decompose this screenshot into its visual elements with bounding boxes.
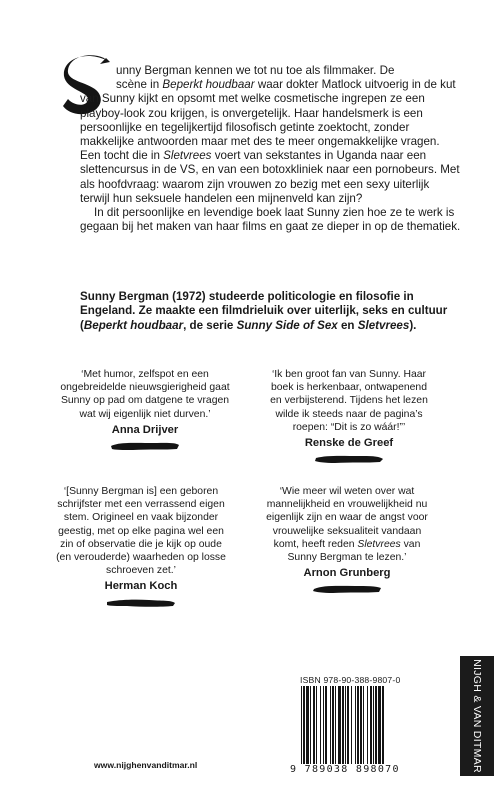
isbn-barcode bbox=[300, 686, 412, 764]
quote-author: Herman Koch bbox=[104, 580, 178, 593]
review-quote bbox=[56, 485, 226, 608]
publisher-logo bbox=[460, 656, 494, 776]
brush-stroke-divider bbox=[105, 598, 177, 608]
quote-author: Arnon Grunberg bbox=[303, 567, 391, 580]
publisher-name: NIJGH & VAN DITMAR bbox=[471, 659, 483, 773]
film-title: Sletvrees bbox=[163, 149, 212, 163]
quote-text: ‘Met humor, zelfspot en een ongebreidelde nieuwsgierigheid gaat Sunny op pad om datgene te vragen wat wij eigenlijk niet durven.’ bbox=[60, 369, 230, 420]
blurb-paragraph-2: In dit persoonlijke en levendige boek laat Sunny zien hoe ze te werk is gegaan bij het maken van haar films en gaat ze dieper in op de thematiek. bbox=[80, 206, 461, 234]
review-quote bbox=[60, 368, 230, 451]
film-title: Beperkt houdbaar bbox=[162, 78, 255, 92]
quote-author: Anna Drijver bbox=[111, 423, 179, 436]
blurb bbox=[80, 64, 462, 234]
quote-text: ‘Wie meer wil weten over wat mannelijkheid en vrouwelijkheid nu eigenlijk zijn en waar de angst voor vrouwelijke seksualiteit vandaan komt, heeft reden Sletvrees van Sunny Bergman te lezen.’ bbox=[266, 486, 428, 564]
author-bio: Sunny Bergman (1972) studeerde politicologie en filosofie in Engeland. Ze maakte een filmdrieluik over uiterlijk, seks en cultuur (Beperkt houdbaar, de serie Sunny Side of Sex en Sletvrees). bbox=[80, 290, 448, 332]
brush-stroke-divider bbox=[311, 584, 383, 594]
brush-stroke-divider bbox=[313, 454, 385, 464]
isbn-label: ISBN 978-90-388-9807-0 bbox=[300, 675, 401, 685]
blurb-first-line: unny Bergman kennen we tot nu toe als filmmaker. De bbox=[116, 64, 395, 77]
review-quote bbox=[262, 485, 432, 594]
quote-text: ‘[Sunny Bergman is] een geboren schrijfster met een verrassend eigen stem. Origineel en vaak bijzonder geestig, met op elke pagina wel een zin of observatie die je kijk op oude (en verouderde) waarheden op losse schroeven zet.’ bbox=[56, 486, 226, 577]
publisher-website: www.nijghenvanditmar.nl bbox=[94, 760, 198, 770]
blurb-paragraph-1: unny Bergman kennen we tot nu toe als filmmaker. De scène in Beperkt houdbaar waar dokter Matlock uitvoerig in de kut van Sunny kijkt en opsomt met welke cosmetische ingrepen ze een playboy-look zou krijgen, is onvergetelijk. Haar handelsmerk is een persoonlijke en tegelijkertijd filosofisch getinte zoektocht, zonder makkelijke antwoorden maar met des te meer ongemakkelijke vragen. Een tocht die in Sletvrees voert van sekstantes in Uganda naar een slettencursus in de VS, en van een botoxkliniek naar een pornobeurs. Met als hoofdvraag: waarom zijn vrouwen zo bezig met een sexy uiterlijk terwijl hun seksuele handelen een mijnenveld kan zijn? bbox=[80, 64, 460, 205]
quote-author: Renske de Greef bbox=[304, 437, 394, 450]
review-quote bbox=[264, 368, 434, 464]
brush-stroke-divider bbox=[109, 441, 181, 451]
barcode-digits: 9 789038 898070 bbox=[290, 764, 400, 775]
quote-text: ‘Ik ben groot fan van Sunny. Haar boek is herkenbaar, ontwapenend en verbijsterend. Tijdens het lezen wilde ik steeds naar de pagina’s roepen: “Dit is zo wáár!”’ bbox=[270, 369, 428, 433]
